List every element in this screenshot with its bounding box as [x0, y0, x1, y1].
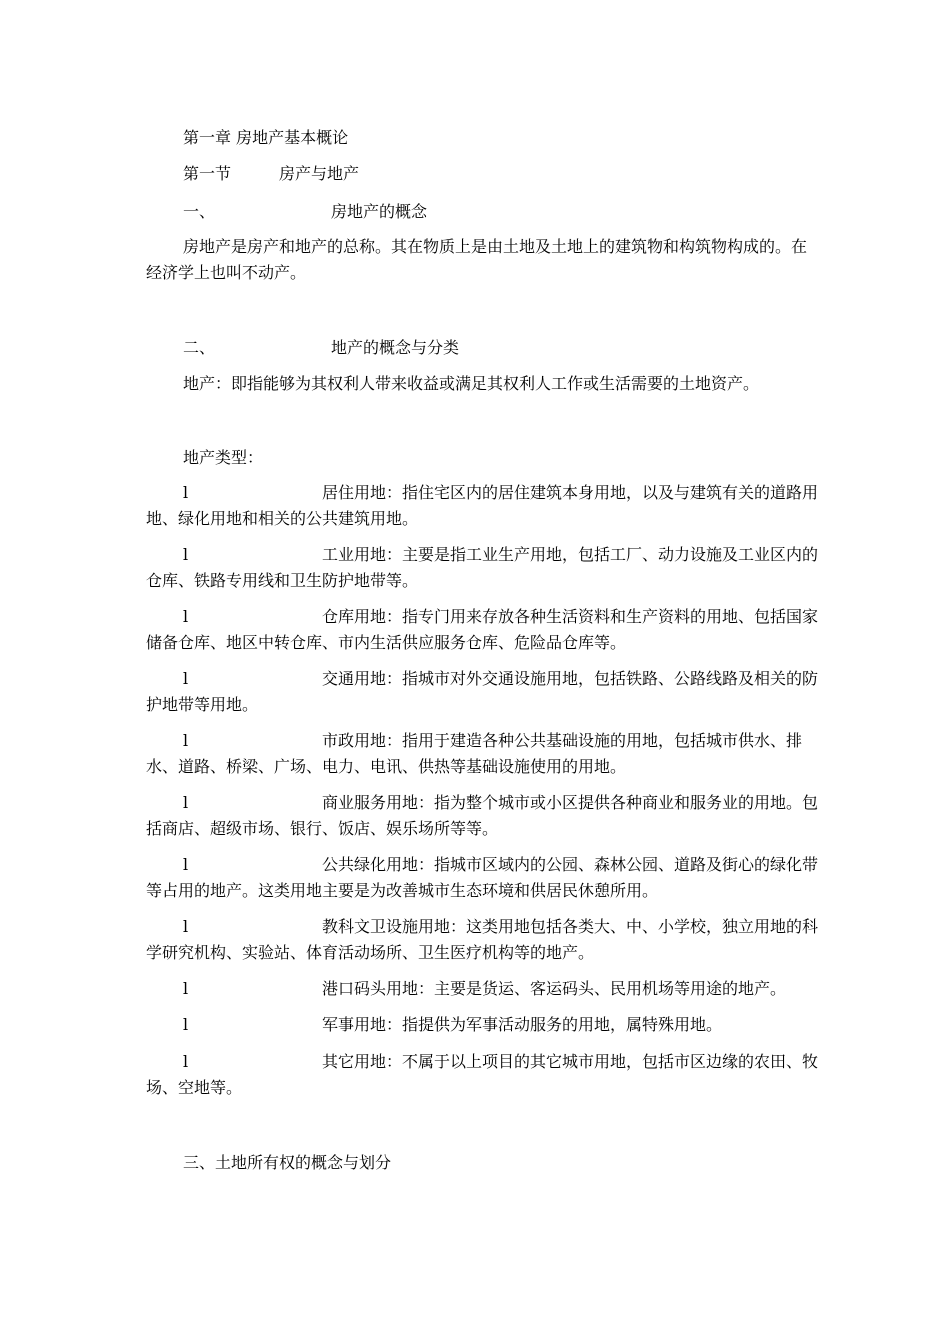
- list-item: [146, 976, 826, 1002]
- list-item: [146, 914, 826, 966]
- paragraph-1: [146, 234, 816, 286]
- bullet-marker: l: [183, 1015, 189, 1034]
- heading-1-title: 房地产的概念: [331, 202, 428, 221]
- heading-2-number: 二、: [183, 338, 216, 357]
- list-item-text: 公共绿化用地：指城市区域内的公园、森林公园、道路及街心的绿化带等占用的地产。这类用地主要是为改善城市生态环境和供居民休憩所用。: [146, 855, 819, 900]
- list-item: [146, 480, 826, 532]
- paragraph-2-text: 地产：即指能够为其权利人带来收益或满足其权利人工作或生活需要的土地资产。: [183, 374, 760, 393]
- list-item: [146, 852, 826, 904]
- list-item: [146, 604, 826, 656]
- list-item: [146, 1049, 826, 1101]
- bullet-marker: l: [183, 793, 189, 812]
- bullet-marker: l: [183, 731, 189, 750]
- land-types-label: 地产类型：: [183, 448, 264, 467]
- list-item: [146, 1012, 826, 1038]
- list-item-text: 仓库用地：指专门用来存放各种生活资料和生产资料的用地、包括国家储备仓库、地区中转仓库、市内生活供应服务仓库、危险品仓库等。: [146, 607, 819, 652]
- paragraph-2: [146, 371, 816, 397]
- list-item-text: 商业服务用地：指为整个城市或小区提供各种商业和服务业的用地。包括商店、超级市场、银行、饭店、娱乐场所等等。: [146, 793, 819, 838]
- list-item: [146, 728, 826, 780]
- list-item-text: 军事用地：指提供为军事活动服务的用地，属特殊用地。: [322, 1015, 723, 1034]
- list-item: [146, 666, 826, 718]
- list-item-text: 市政用地：指用于建造各种公共基础设施的用地，包括城市供水、排水、道路、桥梁、广场、电力、电讯、供热等基础设施使用的用地。: [146, 731, 803, 776]
- bullet-marker: l: [183, 669, 189, 688]
- list-item-text: 教科文卫设施用地：这类用地包括各类大、中、小学校，独立用地的科学研究机构、实验站、体育活动场所、卫生医疗机构等的地产。: [146, 917, 819, 962]
- heading-3: 三、土地所有权的概念与划分: [183, 1153, 392, 1172]
- bullet-marker: l: [183, 545, 189, 564]
- section-label: 第一节: [183, 164, 232, 183]
- heading-2-title: 地产的概念与分类: [331, 338, 460, 357]
- bullet-marker: l: [183, 979, 189, 998]
- list-item-text: 其它用地：不属于以上项目的其它城市用地，包括市区边缘的农田、牧场、空地等。: [146, 1052, 819, 1097]
- list-item-text: 工业用地：主要是指工业生产用地，包括工厂、动力设施及工业区内的仓库、铁路专用线和卫生防护地带等。: [146, 545, 819, 590]
- section-title: 房产与地产: [279, 164, 360, 183]
- list-item-text: 居住用地：指住宅区内的居住建筑本身用地，以及与建筑有关的道路用地、绿化用地和相关的公共建筑用地。: [146, 483, 819, 528]
- list-item: [146, 790, 826, 842]
- heading-1-number: 一、: [183, 202, 216, 221]
- chapter-title: 第一章 房地产基本概论: [183, 128, 349, 147]
- paragraph-1-text: 房地产是房产和地产的总称。其在物质上是由土地及土地上的建筑物和构筑物构成的。在经济学上也叫不动产。: [146, 237, 808, 282]
- bullet-marker: l: [183, 483, 189, 502]
- list-item-text: 港口码头用地：主要是货运、客运码头、民用机场等用途的地产。: [322, 979, 787, 998]
- bullet-marker: l: [183, 917, 189, 936]
- list-item: [146, 542, 826, 594]
- list-item-text: 交通用地：指城市对外交通设施用地，包括铁路、公路线路及相关的防护地带等用地。: [146, 669, 819, 714]
- bullet-marker: l: [183, 607, 189, 626]
- bullet-marker: l: [183, 1052, 189, 1071]
- bullet-marker: l: [183, 855, 189, 874]
